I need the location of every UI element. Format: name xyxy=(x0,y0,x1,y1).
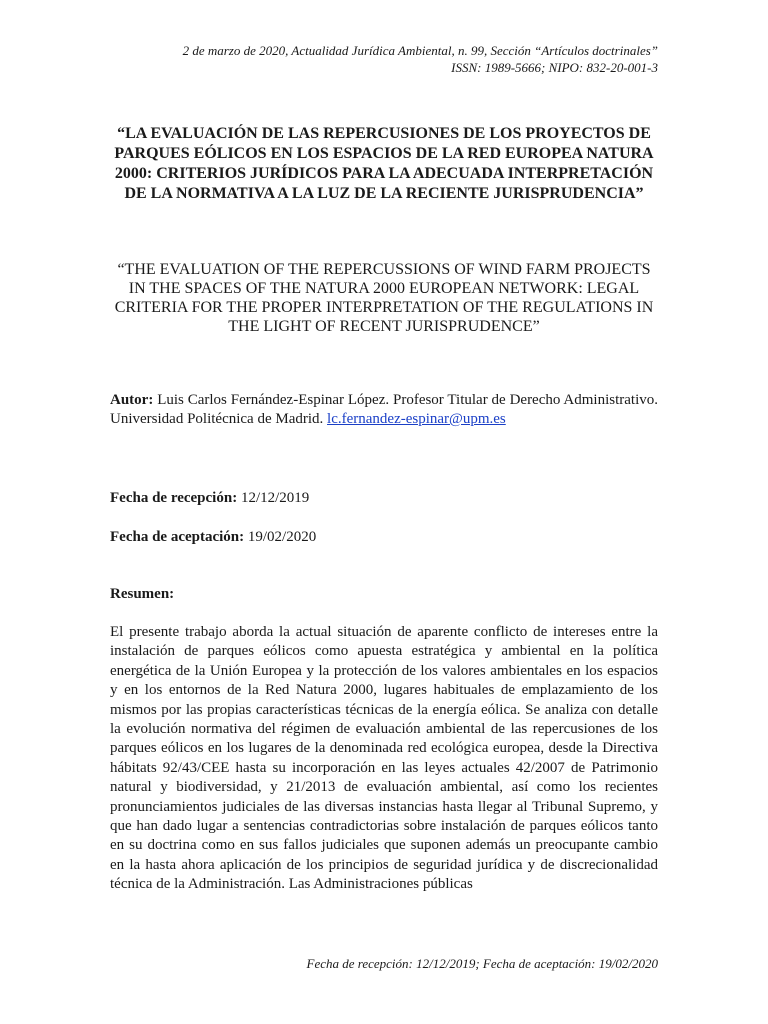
reception-date xyxy=(110,489,658,508)
reception-label: Fecha de recepción: xyxy=(110,490,238,506)
resumen-heading: Resumen: xyxy=(110,586,175,602)
abstract-text: El presente trabajo aborda la actual situación de aparente conflicto de intereses entre la instalación de parques eólicos como apuesta estratégica y ambiental en la política energética de la Unión Europea y la protección de los valores ambientales en los espacios y en los entornos de la Red Natura 2000, lugares habituales de emplazamiento de los mismos por las propias características técnicas de la energía eólica. Se analiza con detalle la evolución normativa del régimen de evaluación ambiental de las repercusiones de los parques eólicos en los lugares de la denominada red ecológica europea, desde la Directiva hábitats 92/43/CEE hasta su incorporación en las leyes actuales 42/2007 de Patrimonio natural y biodiversidad, y 21/2013 de evaluación ambiental, así como los recientes pronunciamientos judiciales de las diversas instancias hasta llegar al Tribunal Supremo, y que han dado lugar a sentencias contradictorias sobre instalación de parques eólicos tanto en su doctrina como en sus fallos judiciales que suponen además un preocupante cambio en la hasta ahora aplicación de los principios de seguridad jurídica y de discrecionalidad técnica de la Administración. Las Administraciones públicas xyxy=(110,624,658,893)
header-issn: ISSN: 1989-5666; NIPO: 832-20-001-3 xyxy=(451,60,658,75)
document-page xyxy=(110,0,658,1024)
page-footer: Fecha de recepción: 12/12/2019; Fecha de aceptación: 19/02/2020 xyxy=(306,956,658,971)
journal-header xyxy=(110,42,658,76)
reception-value: 12/12/2019 xyxy=(237,490,310,506)
acceptance-date xyxy=(110,528,658,547)
author-text: Luis Carlos Fernández-Espinar López. Profesor Titular de Derecho Administrativo. Universidad Politécnica de Madrid. xyxy=(110,392,658,427)
author-label: Autor: xyxy=(110,392,154,408)
title-english: “THE EVALUATION OF THE REPERCUSSIONS OF WIND FARM PROJECTS IN THE SPACES OF THE NATURA 2000 EUROPEAN NETWORK: LEGAL CRITERIA FOR THE PROPER INTERPRETATION OF THE REGULATIONS IN THE LIGHT OF RECENT JURISPRUDENCE” xyxy=(114,261,654,335)
author-info xyxy=(110,391,658,429)
author-email-link[interactable]: lc.fernandez-espinar@upm.es xyxy=(327,411,506,427)
header-citation: 2 de marzo de 2020, Actualidad Jurídica Ambiental, n. 99, Sección “Artículos doctrinales” xyxy=(182,43,658,58)
title-spanish: “LA EVALUACIÓN DE LAS REPERCUSIONES DE LOS PROYECTOS DE PARQUES EÓLICOS EN LOS ESPACIOS DE LA RED EUROPEA NATURA 2000: CRITERIOS JURÍDICOS PARA LA ADECUADA INTERPRETACIÓN DE LA NORMATIVA A LA LUZ DE LA RECIENTE JURISPRUDENCIA” xyxy=(114,125,654,202)
acceptance-value: 19/02/2020 xyxy=(244,529,317,545)
acceptance-label: Fecha de aceptación: xyxy=(110,529,245,545)
